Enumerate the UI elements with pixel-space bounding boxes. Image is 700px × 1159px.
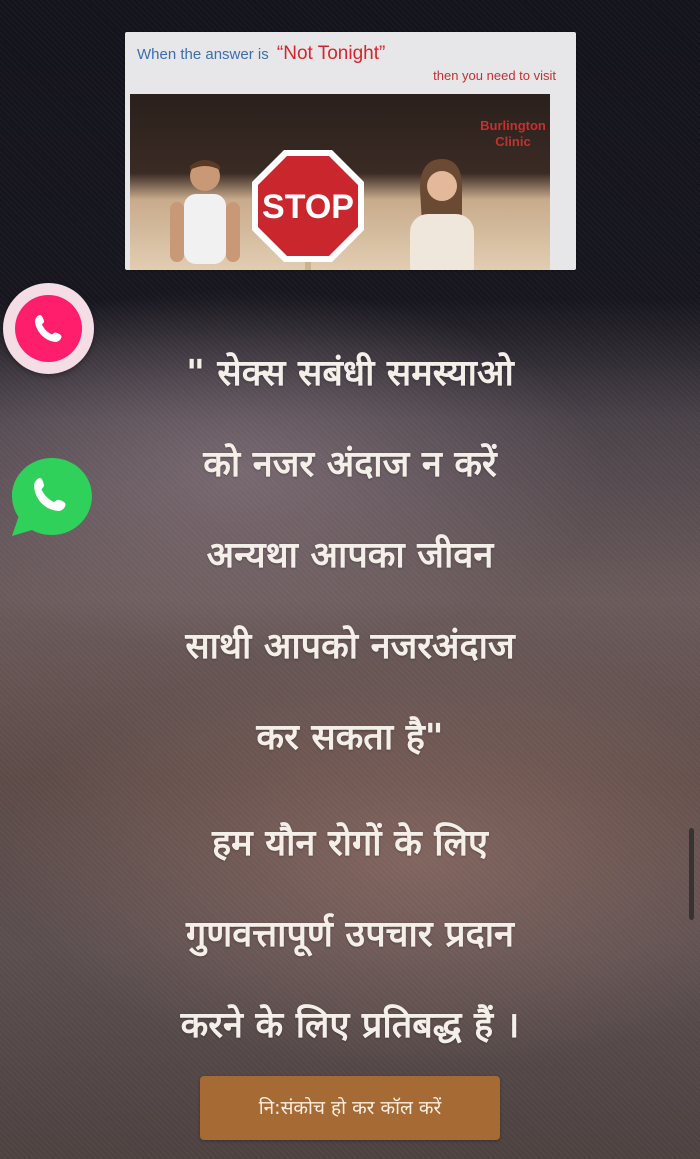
quote-block (80, 328, 620, 783)
commitment-line: करने के लिए प्रतिबद्ध हैं । (180, 1005, 520, 1046)
banner-clinic-name (468, 118, 558, 150)
quote-line: " सेक्स सबंधी समस्याओ (186, 353, 514, 394)
commitment-line: गुणवत्तापूर्ण उपचार प्रदान (185, 914, 515, 955)
banner-subline: then you need to visit (433, 68, 556, 83)
banner-headline (137, 43, 385, 65)
clinic-name-line2: Clinic (495, 134, 531, 149)
call-now-button[interactable]: नि:संकोच हो कर कॉल करें (200, 1076, 500, 1140)
phone-icon (15, 295, 82, 362)
clinic-banner (125, 32, 576, 270)
quote-line: कर सकता है" (256, 717, 444, 758)
man-illustration (170, 154, 240, 270)
banner-headline-quote: “Not Tonight” (276, 43, 386, 64)
clinic-name-line1: Burlington (480, 118, 546, 133)
scrollbar-thumb[interactable] (689, 828, 694, 920)
commitment-block (80, 798, 620, 1071)
quote-line: साथी आपको नजरअंदाज (185, 626, 515, 667)
banner-headline-prefix: When the answer is (137, 46, 269, 63)
stop-sign-icon (250, 148, 366, 264)
woman-illustration (400, 154, 480, 270)
quote-line: अन्यथा आपका जीवन (206, 535, 494, 576)
commitment-line: हम यौन रोगों के लिए (212, 823, 488, 864)
stop-sign-text: STOP (262, 188, 354, 226)
quote-line: को नजर अंदाज न करें (203, 444, 497, 485)
call-button-inner[interactable] (15, 295, 82, 362)
